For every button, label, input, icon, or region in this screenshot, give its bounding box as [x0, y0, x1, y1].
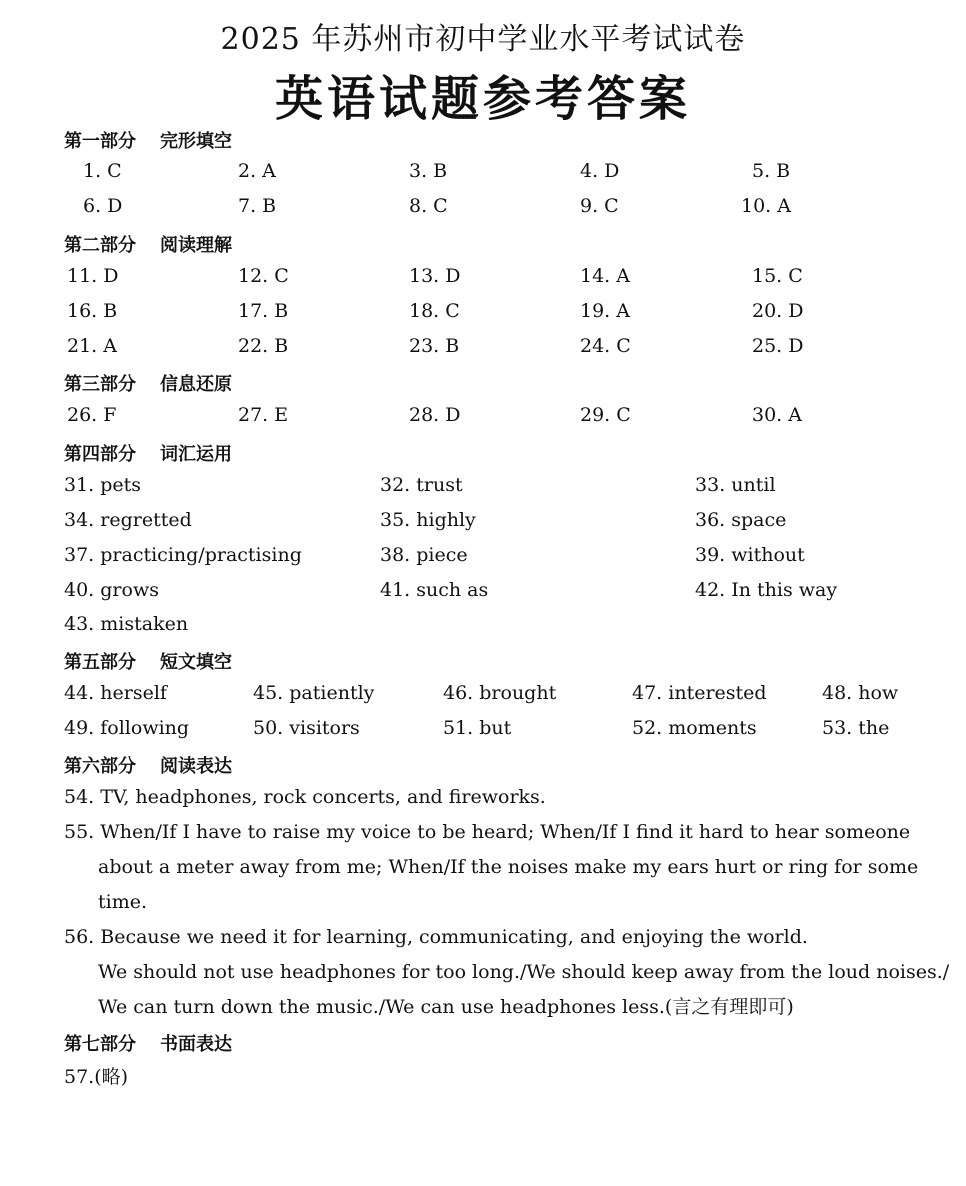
section-number: 第四部分: [64, 444, 136, 465]
answer-item: 18. C: [409, 300, 460, 322]
answer-row: [0, 613, 966, 643]
answer-item: 17. B: [238, 300, 289, 322]
answer-row: [0, 579, 966, 609]
answer-item: 30. A: [752, 404, 802, 426]
answer-item: 52. moments: [632, 717, 757, 739]
answer-item: 22. B: [238, 335, 289, 357]
answer-56-line1: 56. Because we need it for learning, communicating, and enjoying the world.: [64, 926, 808, 948]
answer-item: 45. patiently: [253, 682, 375, 704]
answer-item: 28. D: [409, 404, 461, 426]
section-heading-part5: [64, 648, 232, 674]
section-name: 阅读理解: [160, 235, 232, 256]
answer-54: 54. TV, headphones, rock concerts, and fireworks.: [64, 786, 546, 808]
section-heading-part4: [64, 440, 232, 466]
section-name: 信息还原: [160, 374, 232, 395]
section-name: 书面表达: [160, 1034, 232, 1055]
section-heading-part1: [64, 127, 232, 153]
answer-row: [0, 544, 966, 574]
section-heading-part7: [64, 1030, 232, 1056]
answer-item: 47. interested: [632, 682, 767, 704]
answer-item: 2. A: [238, 160, 276, 182]
section-name: 完形填空: [160, 131, 232, 152]
answer-row: [0, 682, 966, 712]
answer-row: [0, 474, 966, 504]
answer-item: 7. B: [238, 195, 277, 217]
answer-item: 43. mistaken: [64, 613, 189, 635]
answer-item: 6. D: [83, 195, 123, 217]
answer-56-line3: We can turn down the music./We can use headphones less.(言之有理即可): [98, 996, 794, 1018]
answer-55-line3: time.: [98, 891, 148, 913]
answer-item: 50. visitors: [253, 717, 360, 739]
section-name: 阅读表达: [160, 756, 232, 777]
answer-row: [0, 335, 966, 365]
answer-item: 37. practicing/practising: [64, 544, 302, 566]
answer-item: 11. D: [67, 265, 119, 287]
answer-item: 25. D: [752, 335, 804, 357]
answer-item: 20. D: [752, 300, 804, 322]
section-number: 第五部分: [64, 652, 136, 673]
exam-title: 2025 年苏州市初中学业水平考试试卷: [220, 22, 746, 57]
answer-item: 1. C: [83, 160, 122, 182]
answer-item: 16. B: [67, 300, 118, 322]
answer-item: 44. herself: [64, 682, 167, 704]
answer-item: 23. B: [409, 335, 460, 357]
answer-item: 26. F: [67, 404, 117, 426]
answer-item: 3. B: [409, 160, 448, 182]
answer-item: 24. C: [580, 335, 631, 357]
answer-item: 21. A: [67, 335, 117, 357]
answer-item: 38. piece: [380, 544, 468, 566]
section-heading-part6: [64, 752, 232, 778]
answer-item: 42. In this way: [695, 579, 838, 601]
answer-item: 33. until: [695, 474, 776, 496]
answer-item: 5. B: [752, 160, 791, 182]
answer-item: 36. space: [695, 509, 787, 531]
answer-item: 39. without: [695, 544, 805, 566]
answer-57: 57.(略): [64, 1066, 129, 1088]
answer-item: 51. but: [443, 717, 512, 739]
answer-55-line2: about a meter away from me; When/If the noises make my ears hurt or ring for some: [98, 856, 919, 878]
answer-item: 19. A: [580, 300, 630, 322]
section-number: 第三部分: [64, 374, 136, 395]
answer-item: 49. following: [64, 717, 190, 739]
answer-item: 40. grows: [64, 579, 159, 601]
section-number: 第一部分: [64, 131, 136, 152]
answer-item: 32. trust: [380, 474, 463, 496]
answer-item: 53. the: [822, 717, 890, 739]
answer-item: 14. A: [580, 265, 630, 287]
answer-key-title: 英语试题参考答案: [274, 71, 691, 127]
section-number: 第二部分: [64, 235, 136, 256]
answer-item: 8. C: [409, 195, 448, 217]
answer-item: 4. D: [580, 160, 620, 182]
section-heading-part3: [64, 370, 232, 396]
answer-item: 29. C: [580, 404, 631, 426]
section-number: 第七部分: [64, 1034, 136, 1055]
answer-row: [0, 404, 966, 434]
answer-item: 9. C: [580, 195, 619, 217]
answer-item: 41. such as: [380, 579, 489, 601]
answer-row: [0, 195, 966, 225]
answer-item: 48. how: [822, 682, 899, 704]
answer-row: [0, 509, 966, 539]
section-name: 短文填空: [160, 652, 232, 673]
answer-item: 10. A: [741, 195, 791, 217]
answer-item: 15. C: [752, 265, 803, 287]
answer-item: 13. D: [409, 265, 461, 287]
answer-item: 31. pets: [64, 474, 142, 496]
answer-item: 12. C: [238, 265, 289, 287]
section-heading-part2: [64, 231, 232, 257]
answer-56-line2: We should not use headphones for too long./We should keep away from the loud noises./: [98, 961, 950, 983]
answer-item: 46. brought: [443, 682, 557, 704]
answer-item: 34. regretted: [64, 509, 192, 531]
answer-55-line1: 55. When/If I have to raise my voice to be heard; When/If I find it hard to hear someone: [64, 821, 911, 843]
answer-row: [0, 265, 966, 295]
section-name: 词汇运用: [160, 444, 232, 465]
answer-row: [0, 300, 966, 330]
answer-item: 35. highly: [380, 509, 476, 531]
answer-item: 27. E: [238, 404, 289, 426]
section-number: 第六部分: [64, 756, 136, 777]
answer-row: [0, 717, 966, 747]
answer-row: [0, 160, 966, 190]
